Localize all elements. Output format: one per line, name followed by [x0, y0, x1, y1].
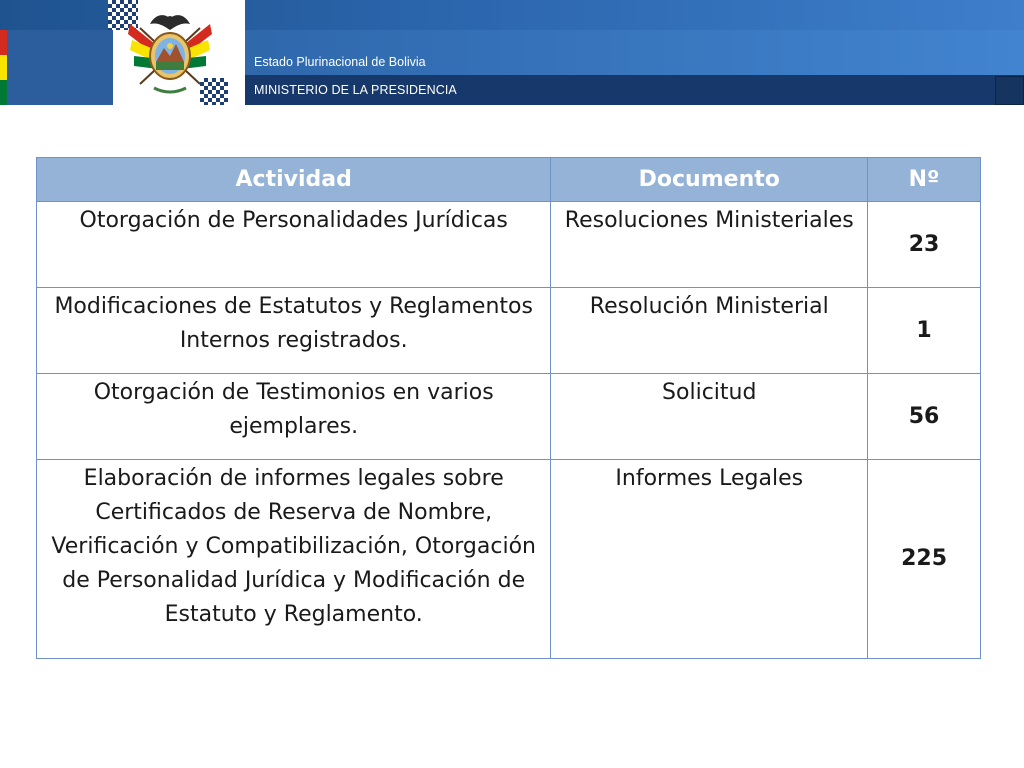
cell-actividad: Otorgación de Personalidades Jurídicas: [37, 202, 551, 288]
cell-numero: 1: [868, 288, 981, 374]
cell-actividad: Otorgación de Testimonios en varios ejemplares.: [37, 374, 551, 460]
cell-actividad: Modificaciones de Estatutos y Reglamentos Internos registrados.: [37, 288, 551, 374]
activities-table: [36, 157, 981, 659]
column-header-actividad: Actividad: [37, 158, 551, 202]
corner-square: [995, 76, 1024, 105]
cell-documento: Informes Legales: [551, 460, 868, 659]
bolivia-flag-stripe: [0, 30, 7, 105]
table-row: [37, 460, 981, 659]
bolivia-coat-of-arms-icon: [120, 4, 220, 102]
cell-documento: Resoluciones Ministeriales: [551, 202, 868, 288]
table-header-row: [37, 158, 981, 202]
table-row: [37, 202, 981, 288]
cell-documento: Resolución Ministerial: [551, 288, 868, 374]
ministry-name-text: MINISTERIO DE LA PRESIDENCIA: [254, 83, 457, 97]
table-row: [37, 288, 981, 374]
banner-left-block: [7, 30, 113, 105]
column-header-numero: Nº: [868, 158, 981, 202]
cell-documento: Solicitud: [551, 374, 868, 460]
cell-numero: 23: [868, 202, 981, 288]
cell-numero: 225: [868, 460, 981, 659]
header-banner: [0, 0, 1024, 105]
state-name-text: Estado Plurinacional de Bolivia: [254, 55, 426, 69]
cell-numero: 56: [868, 374, 981, 460]
cell-actividad: Elaboración de informes legales sobre Certificados de Reserva de Nombre, Verificación y Compatibilización, Otorgación de Personalidad Jurídica y Modificación de Estatuto y Reglamento.: [37, 460, 551, 659]
table-row: [37, 374, 981, 460]
column-header-documento: Documento: [551, 158, 868, 202]
